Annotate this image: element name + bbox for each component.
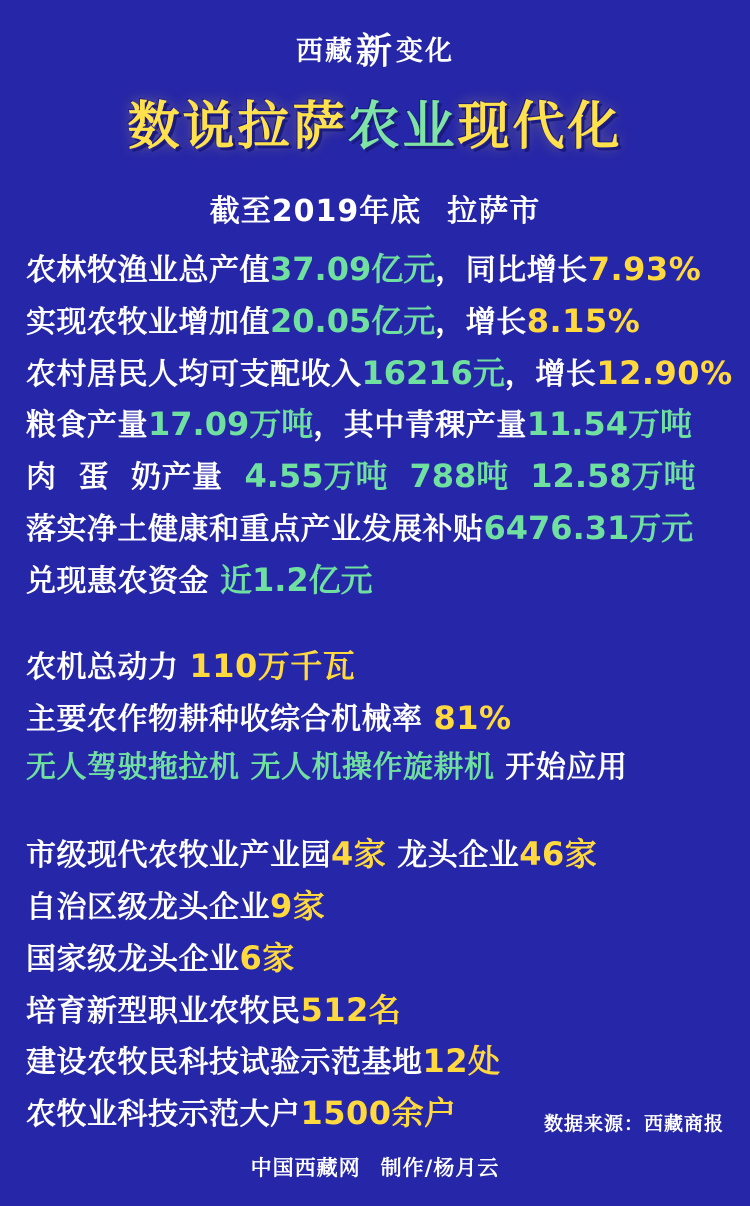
stat-label: 落实净土健康和重点产业发展补贴 xyxy=(26,512,484,548)
stat-value: 1500余户 xyxy=(300,1094,457,1133)
stat-label: 开始应用 xyxy=(505,750,628,786)
title-part1: 数说拉萨 xyxy=(127,97,348,157)
title-wrap xyxy=(0,90,750,164)
stat-value: 6476.31万元 xyxy=(483,509,694,548)
stat-label: 农村居民人均可支配收入 xyxy=(26,356,362,392)
stat-label: 兑现惠农资金 xyxy=(26,563,209,599)
machinery-line-autonomous xyxy=(26,744,724,793)
stat-label: 农机总动力 xyxy=(26,649,179,685)
machinery-line-rate xyxy=(26,693,724,745)
stat-label: 农牧业科技示范大户 xyxy=(26,1097,301,1133)
stat-label: 自治区级龙头企业 xyxy=(26,889,270,925)
page-title xyxy=(127,90,622,164)
stat-value: 11.54万吨 xyxy=(526,405,692,444)
industry-line-training xyxy=(26,985,724,1037)
stat-value: 8.15% xyxy=(526,301,641,340)
industry-line-regional xyxy=(26,881,724,933)
stat-label: 实现农牧业增加值 xyxy=(26,304,270,340)
stat-value: 16216元 xyxy=(361,353,505,392)
stat-label: 建设农牧民科技试验示范基地 xyxy=(26,1045,423,1081)
stat-value: 4.55万吨 xyxy=(244,457,388,496)
stat-value: 17.09万吨 xyxy=(148,405,314,444)
stat-line-funds xyxy=(26,555,724,607)
stat-label: ，同比增长 xyxy=(435,253,588,288)
sub-head xyxy=(0,186,750,230)
stat-line-grain xyxy=(26,399,724,451)
data-source: 数据来源：西藏商报 xyxy=(543,1113,724,1135)
stat-label: 奶产量 xyxy=(131,460,223,496)
stat-line-total-output xyxy=(26,244,724,296)
stat-label: 国家级龙头企业 xyxy=(26,941,240,977)
stat-value: 12.90% xyxy=(596,353,733,392)
stat-label: 农林牧渔业总产值 xyxy=(26,253,270,288)
stat-line-meat-egg-milk xyxy=(26,451,724,503)
machinery-line-power xyxy=(26,641,724,693)
stat-label: ，其中青稞产量 xyxy=(313,408,527,444)
stat-value: 近1.2亿元 xyxy=(219,560,373,599)
stat-label: 市级现代农牧业产业园 xyxy=(26,838,331,874)
sub-head-date: 截至2019年底 xyxy=(209,194,422,229)
kicker-big: 新 xyxy=(355,31,394,72)
stat-value: 12处 xyxy=(422,1042,501,1081)
stat-value: 81% xyxy=(433,698,512,737)
stat-value: 无人机操作旋耕机 xyxy=(250,750,495,786)
stat-value: 9家 xyxy=(270,886,326,925)
stat-label: 蛋 xyxy=(78,460,109,496)
stat-value: 无人驾驶拖拉机 xyxy=(26,750,240,786)
stat-value: 6家 xyxy=(239,938,295,977)
stat-line-income xyxy=(26,348,733,400)
title-part2: 农业 xyxy=(347,97,458,157)
stat-value: 512名 xyxy=(300,990,402,1029)
industry-line-national xyxy=(26,933,724,985)
credit-producer: 制作/杨月云 xyxy=(380,1156,500,1180)
stat-line-subsidy xyxy=(26,503,724,555)
industry-line-bases xyxy=(26,1036,724,1088)
stats-block xyxy=(0,244,750,1140)
stat-value: 7.93% xyxy=(587,250,702,288)
title-part3: 现代化 xyxy=(457,97,623,157)
stat-label: 龙头企业 xyxy=(397,838,520,874)
sub-head-city: 拉萨市 xyxy=(447,194,541,229)
stat-label: 主要农作物耕种收综合机械率 xyxy=(26,701,423,737)
stat-label: 粮食产量 xyxy=(26,408,148,444)
kicker-suffix: 变化 xyxy=(396,36,454,67)
credit xyxy=(0,1152,750,1182)
kicker xyxy=(0,0,750,70)
stat-label: ，增长 xyxy=(435,304,527,340)
stat-value: 4家 xyxy=(331,835,387,874)
stat-label: ，增长 xyxy=(504,356,597,392)
stat-value: 788吨 xyxy=(409,457,509,496)
industry-line-parks xyxy=(26,829,724,881)
stat-value: 20.05亿元 xyxy=(270,301,436,340)
stat-value: 37.09亿元 xyxy=(270,250,436,288)
credit-site: 中国西藏网 xyxy=(250,1156,361,1180)
stat-value: 110万千瓦 xyxy=(189,646,356,685)
stat-line-added-value xyxy=(26,296,724,348)
stat-label: 肉 xyxy=(26,460,57,496)
kicker-prefix: 西藏 xyxy=(295,36,354,67)
stat-value: 46家 xyxy=(519,835,598,874)
stat-value: 12.58万吨 xyxy=(530,457,696,496)
stat-label: 培育新型职业农牧民 xyxy=(26,993,301,1029)
